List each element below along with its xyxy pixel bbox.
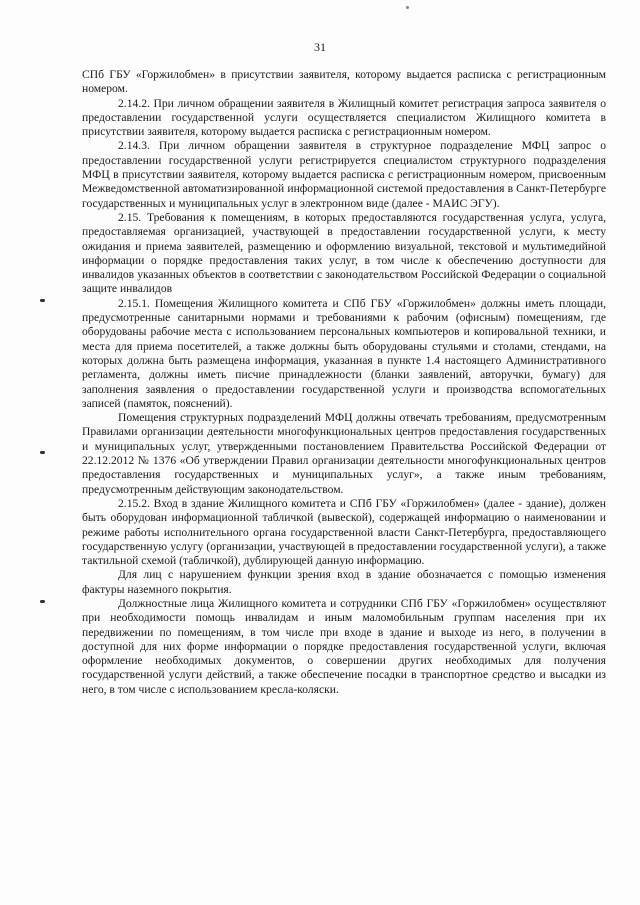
paragraph: 2.15.2. Вход в здание Жилищного комитета и СПб ГБУ «Горжилобмен» (далее - здание), должен быть оборудован информационной табличкой (вывеской), содержащей информацию о наименовании и режиме работы исполнительного органа государственной власти Санкт-Петербурга, предоставляющего государственную услугу (организации, участвующей в предоставлении государственной услуги), а также тактильной схемой (табличкой), дублирующей данную информацию. [82,496,606,568]
margin-scan-mark [40,299,45,302]
margin-scan-mark [40,451,45,454]
page-number: 31 [314,40,326,54]
margin-scan-mark [40,600,45,603]
paragraph: Для лиц с нарушением функции зрения вход в здание обозначается с помощью изменения фактуры наземного покрытия. [82,568,606,596]
paragraph: СПб ГБУ «Горжилобмен» в присутствии заявителя, которому выдается расписка с регистрационным номером. [82,68,606,96]
paragraph: Должностные лица Жилищного комитета и сотрудники СПб ГБУ «Горжилобмен» осуществляют при необходимости помощь инвалидам и иным маломобильным группам населения при их передвижении по помещениям, в том числе при входе в здание и выходе из него, в получении в доступной для них форме информации о порядке предоставления государственной услуги, включая оформление необходимых документов, о совершении других необходимых для получения государственной услуги действий, а также обеспечение посадки в транспортное средство и высадки из него, в том числе с использованием кресла-коляски. [82,596,606,696]
paragraph: 2.15. Требования к помещениям, в которых предоставляются государственная услуга, услуга, предоставляемая организацией, участвующей в предоставлении государственной услуги, к месту ожидания и приема заявителей, размещению и оформлению визуальной, текстовой и мультимедийной информации о порядке предоставления таких услуг, в том числе к обеспечению доступности для инвалидов указанных объектов в соответствии с законодательством Российской Федерации о социальной защите инвалидов [82,210,606,296]
document-body [82,68,606,697]
scan-speck [406,6,409,9]
paragraph: 2.14.2. При личном обращении заявителя в Жилищный комитет регистрация запроса заявителя о предоставлении государственной услуги осуществляется специалистом Жилищного комитета в присутствии заявителя, которому выдается расписка с регистрационным номером. [82,96,606,139]
paragraph: Помещения структурных подразделений МФЦ должны отвечать требованиям, предусмотренным Правилами организации деятельности многофункциональных центров предоставления государственных и муниципальных услуг, утвержденными постановлением Правительства Российской Федерации от 22.12.2012 № 1376 «Об утверждении Правил организации деятельности многофункциональных центров предоставления государственных и муниципальных услуг», а также иным требованиям, предусмотренным действующим законодательством. [82,411,606,496]
paragraph: 2.14.3. При личном обращении заявителя в структурное подразделение МФЦ запрос о предоставлении государственной услуги регистрируется специалистом структурного подразделения МФЦ в присутствии заявителя, которому выдается расписка с регистрационным номером, присвоенным Межведомственной автоматизированной информационной системой предоставления в Санкт-Петербурге государственных и муниципальных услуг в электронном виде (далее - МАИС ЭГУ). [82,139,606,210]
paragraph: 2.15.1. Помещения Жилищного комитета и СПб ГБУ «Горжилобмен» должны иметь площади, предусмотренные санитарными нормами и требованиями к рабочим (офисным) помещениям, где оборудованы рабочие места с использованием персональных компьютеров и копировальной техники, и места для приема посетителей, а также должны быть оборудованы стульями и столами, стендами, на которых должна быть размещена информация, указанная в пункте 1.4 настоящего Административного регламента, должны иметь писчие принадлежности (бланки заявлений, авторучки, бумагу) для заполнения заявления о предоставлении государственной услуги и производства вспомогательных записей (памяток, пояснений). [82,296,606,410]
